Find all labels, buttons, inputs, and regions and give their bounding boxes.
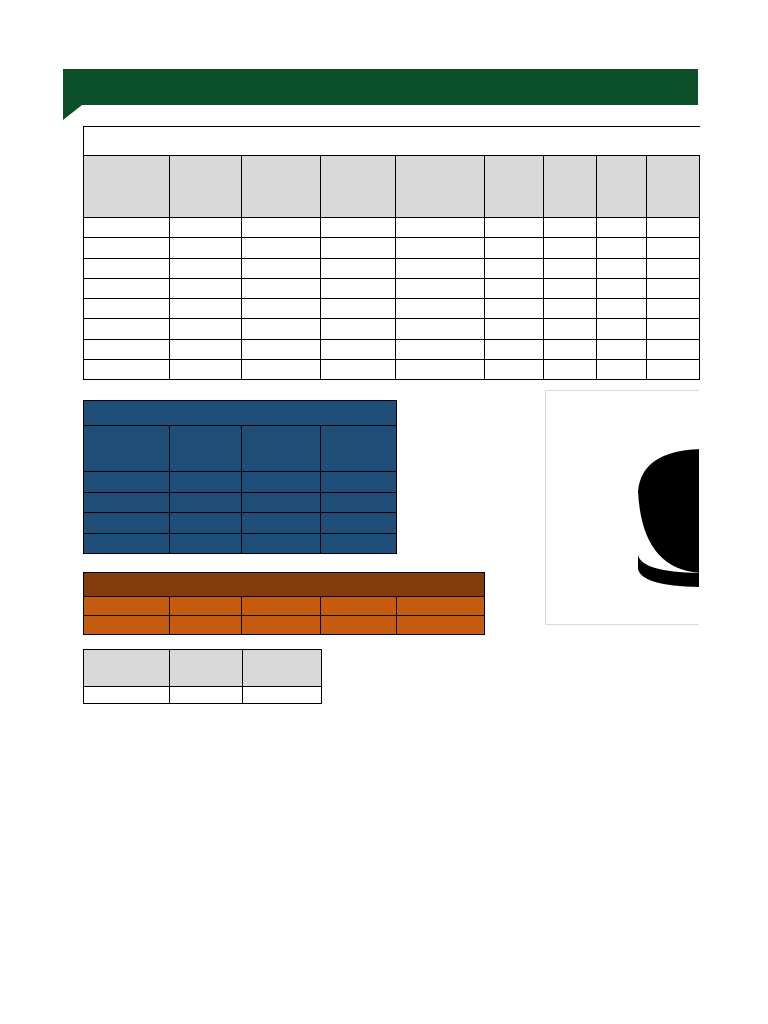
cell[interactable] [242, 616, 321, 635]
table-row [84, 339, 700, 359]
cell[interactable] [647, 339, 700, 359]
cell[interactable] [544, 319, 597, 339]
cell[interactable] [597, 218, 647, 238]
bang2-ma-nganh-row [84, 597, 485, 616]
cell[interactable] [647, 299, 700, 319]
cell[interactable] [84, 339, 170, 359]
cell[interactable] [544, 339, 597, 359]
cell[interactable] [170, 218, 242, 238]
header-ly[interactable] [597, 156, 647, 218]
header-ten[interactable] [321, 156, 396, 218]
cell[interactable] [242, 278, 321, 298]
cell[interactable] [242, 299, 321, 319]
bang1-header-nganh-thi[interactable] [170, 426, 242, 472]
cell[interactable] [84, 360, 170, 380]
cell[interactable] [544, 258, 597, 278]
cell[interactable] [242, 258, 321, 278]
cell[interactable] [396, 238, 485, 258]
cell[interactable] [84, 533, 170, 554]
cell[interactable] [321, 258, 396, 278]
cell[interactable] [242, 597, 321, 616]
cell[interactable] [321, 238, 396, 258]
header-nganh-thi[interactable] [396, 156, 485, 218]
cell[interactable] [321, 533, 397, 554]
cell[interactable] [544, 360, 597, 380]
cell[interactable] [242, 360, 321, 380]
bang1-title [84, 401, 397, 426]
header-hoa[interactable] [647, 156, 700, 218]
bang2-table [83, 572, 485, 635]
bang1-header-row [84, 426, 397, 472]
cell[interactable] [84, 218, 170, 238]
cell[interactable] [321, 299, 396, 319]
summary-header-row [84, 650, 322, 687]
results-table-title [84, 127, 700, 156]
pie-chart-svg [546, 391, 699, 624]
bang2-ma-nganh-label[interactable] [84, 597, 170, 616]
cell[interactable] [485, 258, 544, 278]
summary-header-so-ts-dau[interactable] [84, 650, 170, 687]
summary-table [83, 649, 322, 704]
cell[interactable] [170, 278, 242, 298]
cell[interactable] [397, 616, 485, 635]
cell[interactable] [597, 278, 647, 298]
cell[interactable] [170, 492, 242, 513]
cell[interactable] [597, 360, 647, 380]
cell[interactable] [647, 218, 700, 238]
cell[interactable] [485, 278, 544, 298]
cell[interactable] [170, 513, 242, 534]
cell[interactable] [597, 339, 647, 359]
cell[interactable] [321, 278, 396, 298]
cell[interactable] [170, 319, 242, 339]
bang1-header-diem-chuan-1[interactable] [242, 426, 321, 472]
summary-header-so-ts-rot[interactable] [170, 650, 242, 687]
cell[interactable] [397, 597, 485, 616]
cell[interactable] [544, 238, 597, 258]
table-row [84, 319, 700, 339]
table-row [84, 258, 700, 278]
cell[interactable] [84, 319, 170, 339]
cell[interactable] [485, 339, 544, 359]
cell[interactable] [84, 492, 170, 513]
banner-tail [63, 105, 82, 120]
cell[interactable] [170, 360, 242, 380]
table-row [84, 472, 397, 493]
cell[interactable] [84, 238, 170, 258]
summary-header-so-ts-hoc-bong[interactable] [242, 650, 321, 687]
results-table [83, 126, 700, 380]
table-row [84, 492, 397, 513]
header-toan[interactable] [544, 156, 597, 218]
cell[interactable] [597, 299, 647, 319]
bang1-header-ma-nganh[interactable] [84, 426, 170, 472]
cell[interactable] [170, 339, 242, 359]
table-row [84, 218, 700, 238]
cell[interactable] [170, 597, 242, 616]
cell[interactable] [396, 218, 485, 238]
cell[interactable] [647, 319, 700, 339]
cell[interactable] [242, 218, 321, 238]
cell[interactable] [84, 278, 170, 298]
results-header-row [84, 156, 700, 218]
summary-values-row [84, 687, 322, 704]
cell[interactable] [544, 278, 597, 298]
header-ten-dem[interactable] [242, 156, 321, 218]
bang2-diem-hb-row [84, 616, 485, 635]
cell[interactable] [242, 472, 321, 493]
cell[interactable] [242, 533, 321, 554]
cell[interactable] [242, 513, 321, 534]
cell[interactable] [597, 258, 647, 278]
table-row [84, 533, 397, 554]
cell[interactable] [170, 258, 242, 278]
bang2-diem-hb-label[interactable] [84, 616, 170, 635]
cell[interactable] [321, 218, 396, 238]
bang2-title [84, 573, 485, 597]
cell[interactable] [321, 513, 397, 534]
cell[interactable] [321, 616, 397, 635]
cell[interactable] [485, 319, 544, 339]
cell[interactable] [396, 278, 485, 298]
cell[interactable] [84, 472, 170, 493]
table-row [84, 513, 397, 534]
table-row [84, 278, 700, 298]
cell[interactable] [321, 597, 397, 616]
header-khu-vuc[interactable] [485, 156, 544, 218]
cell[interactable] [396, 360, 485, 380]
cell[interactable] [170, 533, 242, 554]
table-row [84, 360, 700, 380]
cell[interactable] [242, 319, 321, 339]
cell[interactable] [485, 360, 544, 380]
cell[interactable] [396, 339, 485, 359]
cell[interactable] [321, 360, 396, 380]
cell[interactable] [84, 299, 170, 319]
cell[interactable] [170, 472, 242, 493]
header-ma-so[interactable] [84, 156, 170, 218]
cell[interactable] [321, 319, 396, 339]
summary-so-ts-hoc-bong[interactable] [242, 687, 321, 704]
cell[interactable] [485, 299, 544, 319]
table-row [84, 299, 700, 319]
cell[interactable] [485, 238, 544, 258]
cell[interactable] [597, 238, 647, 258]
cell[interactable] [84, 513, 170, 534]
cell[interactable] [84, 258, 170, 278]
cell[interactable] [170, 238, 242, 258]
cell[interactable] [647, 238, 700, 258]
cell[interactable] [485, 218, 544, 238]
cell[interactable] [321, 339, 396, 359]
cell[interactable] [544, 299, 597, 319]
cell[interactable] [170, 616, 242, 635]
cell[interactable] [242, 339, 321, 359]
page-banner [63, 69, 698, 105]
cell[interactable] [544, 218, 597, 238]
summary-so-ts-rot[interactable] [170, 687, 242, 704]
cell[interactable] [647, 258, 700, 278]
cell[interactable] [647, 360, 700, 380]
cell[interactable] [242, 238, 321, 258]
cell[interactable] [321, 492, 397, 513]
cell[interactable] [597, 319, 647, 339]
summary-so-ts-dau[interactable] [84, 687, 170, 704]
cell[interactable] [396, 319, 485, 339]
cell[interactable] [170, 299, 242, 319]
cell[interactable] [242, 492, 321, 513]
bang1-header-diem-chuan-2[interactable] [321, 426, 397, 472]
bang1-table [83, 400, 397, 554]
header-ho[interactable] [170, 156, 242, 218]
table-row [84, 238, 700, 258]
cell[interactable] [321, 472, 397, 493]
pie-chart[interactable] [545, 390, 699, 625]
pie-slice-rot[interactable] [638, 449, 699, 573]
cell[interactable] [647, 278, 700, 298]
cell[interactable] [396, 299, 485, 319]
cell[interactable] [396, 258, 485, 278]
